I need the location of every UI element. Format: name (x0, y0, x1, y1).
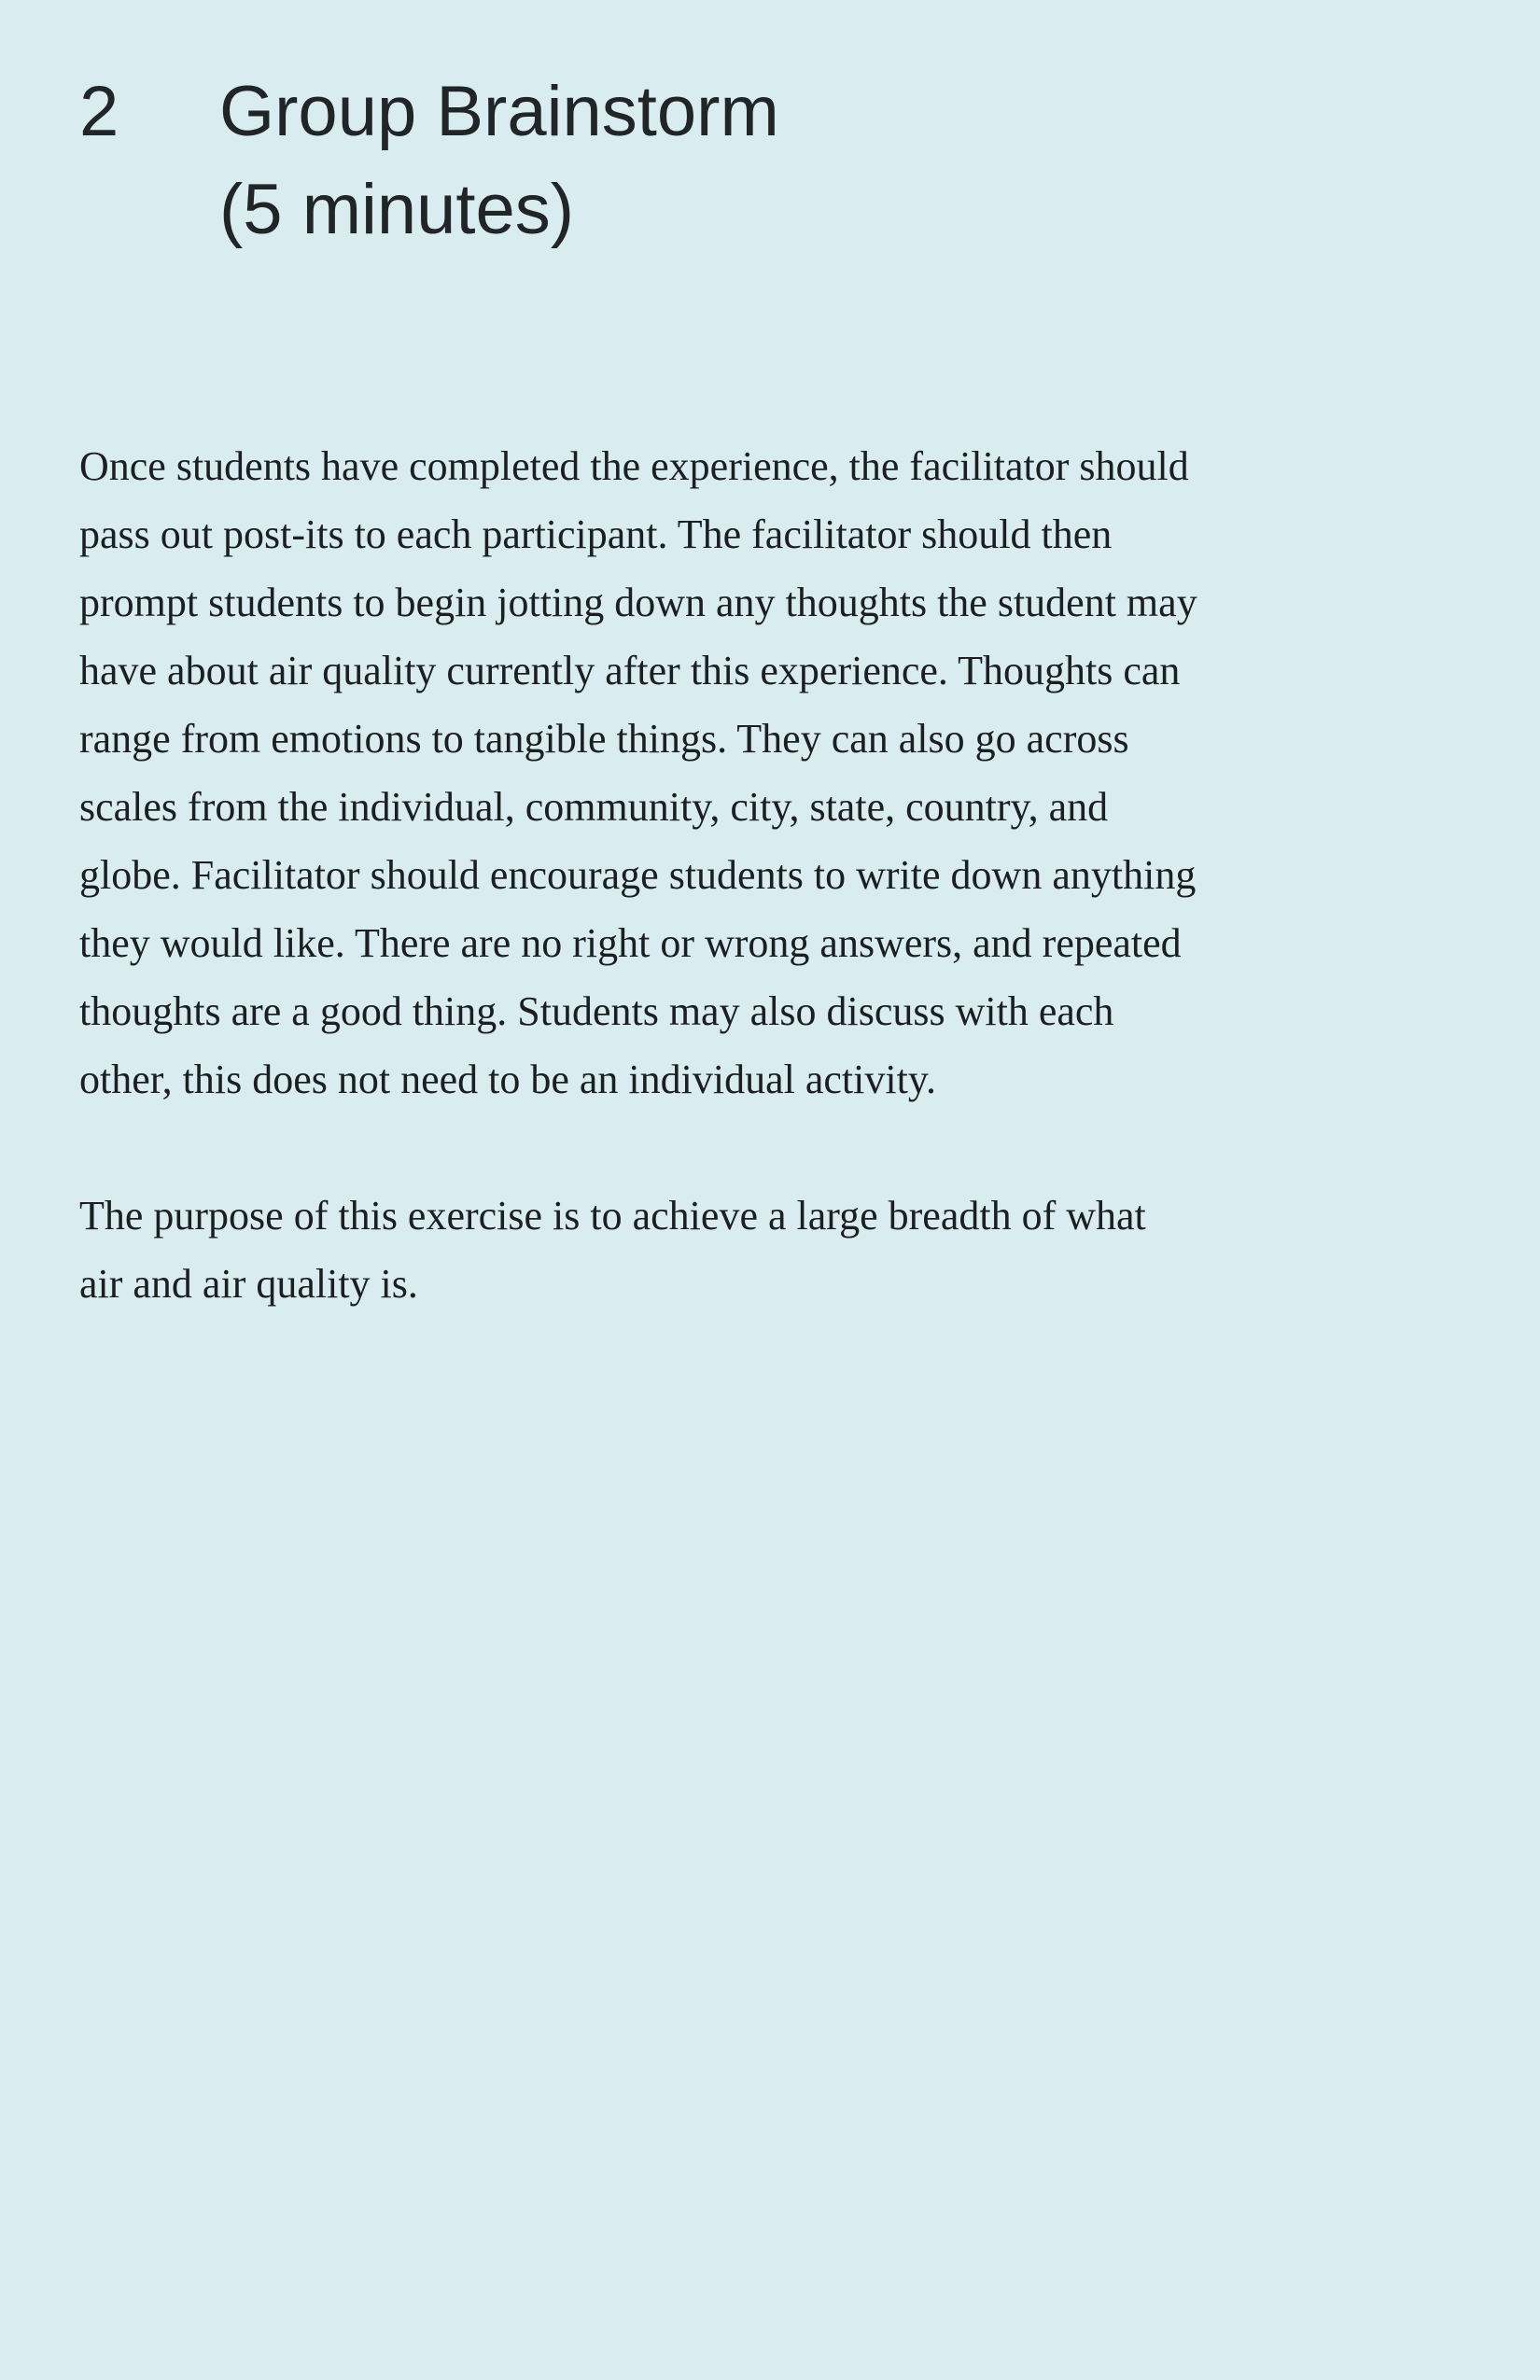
section-heading (79, 63, 1461, 259)
section-title (219, 63, 779, 259)
body-text (79, 432, 1199, 1318)
section-title-line2: (5 minutes) (219, 169, 575, 249)
section-number: 2 (79, 72, 119, 151)
paragraph-purpose: The purpose of this exercise is to achieve a large breadth of what air and air quality is. (79, 1192, 1146, 1307)
section-title-line1: Group Brainstorm (219, 72, 779, 151)
paragraph-instructions: Once students have completed the experience, the facilitator should pass out post-its to each participant. The facilitator should then prompt students to begin jotting down any thoughts the student may have about air quality currently after this experience. Thoughts can range from emotions to tangible things. They can also go across scales from the individual, community, city, state, country, and globe. Facilitator should encourage students to write down anything they would like. There are no right or wrong answers, and repeated thoughts are a good thing. Students may also discuss with each other, this does not need to be an individual activity. (79, 442, 1197, 1102)
